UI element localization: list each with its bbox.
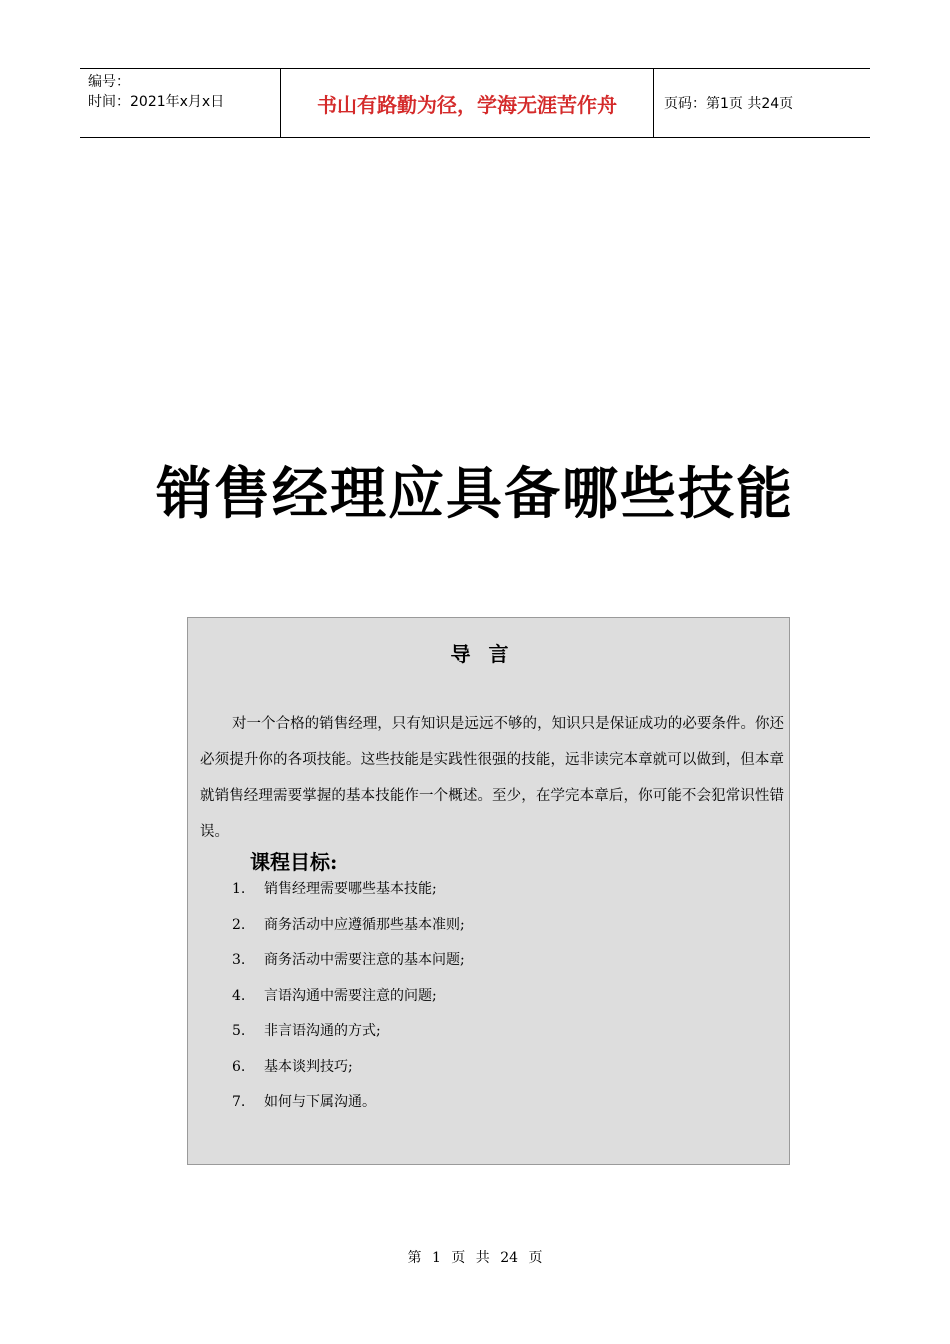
page-label: 页码：第1页 共24页 xyxy=(664,96,794,112)
document-title: 销售经理应具备哪些技能 xyxy=(156,462,794,527)
number-label: 编号： xyxy=(88,74,130,90)
goal-number: 6. xyxy=(232,1058,246,1075)
goal-number: 5. xyxy=(232,1023,246,1039)
page-footer: 第 1 页 共 24 页 xyxy=(407,1250,543,1266)
list-item xyxy=(232,943,465,979)
list-item xyxy=(232,1085,465,1121)
goal-text: 基本谈判技巧; xyxy=(264,1058,353,1075)
goal-text: 如何与下属沟通。 xyxy=(264,1094,376,1110)
goal-number: 3. xyxy=(232,952,246,968)
goal-number: 2. xyxy=(232,916,246,933)
goal-number: 4. xyxy=(232,987,246,1004)
goals-title: 课程目标: xyxy=(250,850,338,874)
intro-heading: 导言 xyxy=(450,642,527,666)
intro-box xyxy=(187,617,790,1165)
list-item xyxy=(232,1014,465,1050)
intro-paragraph: 对一个合格的销售经理，只有知识是远远不够的，知识只是保证成功的必要条件。你还必须提升你的各项技能。这些技能是实践性很强的技能，远非读完本章就可以做到，但本章就销售经理需要掌握的基本技能作一个概述。至少，在学完本章后，你可能不会犯常识性错误。 xyxy=(200,716,784,840)
header-motto-cell xyxy=(281,69,654,137)
page-header xyxy=(80,68,870,138)
goal-text: 商务活动中应遵循那些基本准则; xyxy=(264,916,465,933)
goal-text: 销售经理需要哪些基本技能; xyxy=(264,881,437,897)
goal-text: 非言语沟通的方式; xyxy=(264,1023,381,1039)
goals-list xyxy=(232,872,465,1121)
goal-text: 言语沟通中需要注意的问题; xyxy=(264,987,437,1004)
header-meta xyxy=(80,69,281,137)
list-item xyxy=(232,908,465,944)
motto-text: 书山有路勤为径，学海无涯苦作舟 xyxy=(317,92,617,117)
goal-number: 7. xyxy=(232,1094,246,1110)
list-item xyxy=(232,1050,465,1086)
time-label: 时间：2021年x月x日 xyxy=(88,94,225,110)
header-page-cell xyxy=(654,69,870,137)
list-item xyxy=(232,979,465,1015)
goal-text: 商务活动中需要注意的基本问题; xyxy=(264,952,465,968)
list-item xyxy=(232,872,465,908)
goal-number: 1. xyxy=(232,881,246,897)
